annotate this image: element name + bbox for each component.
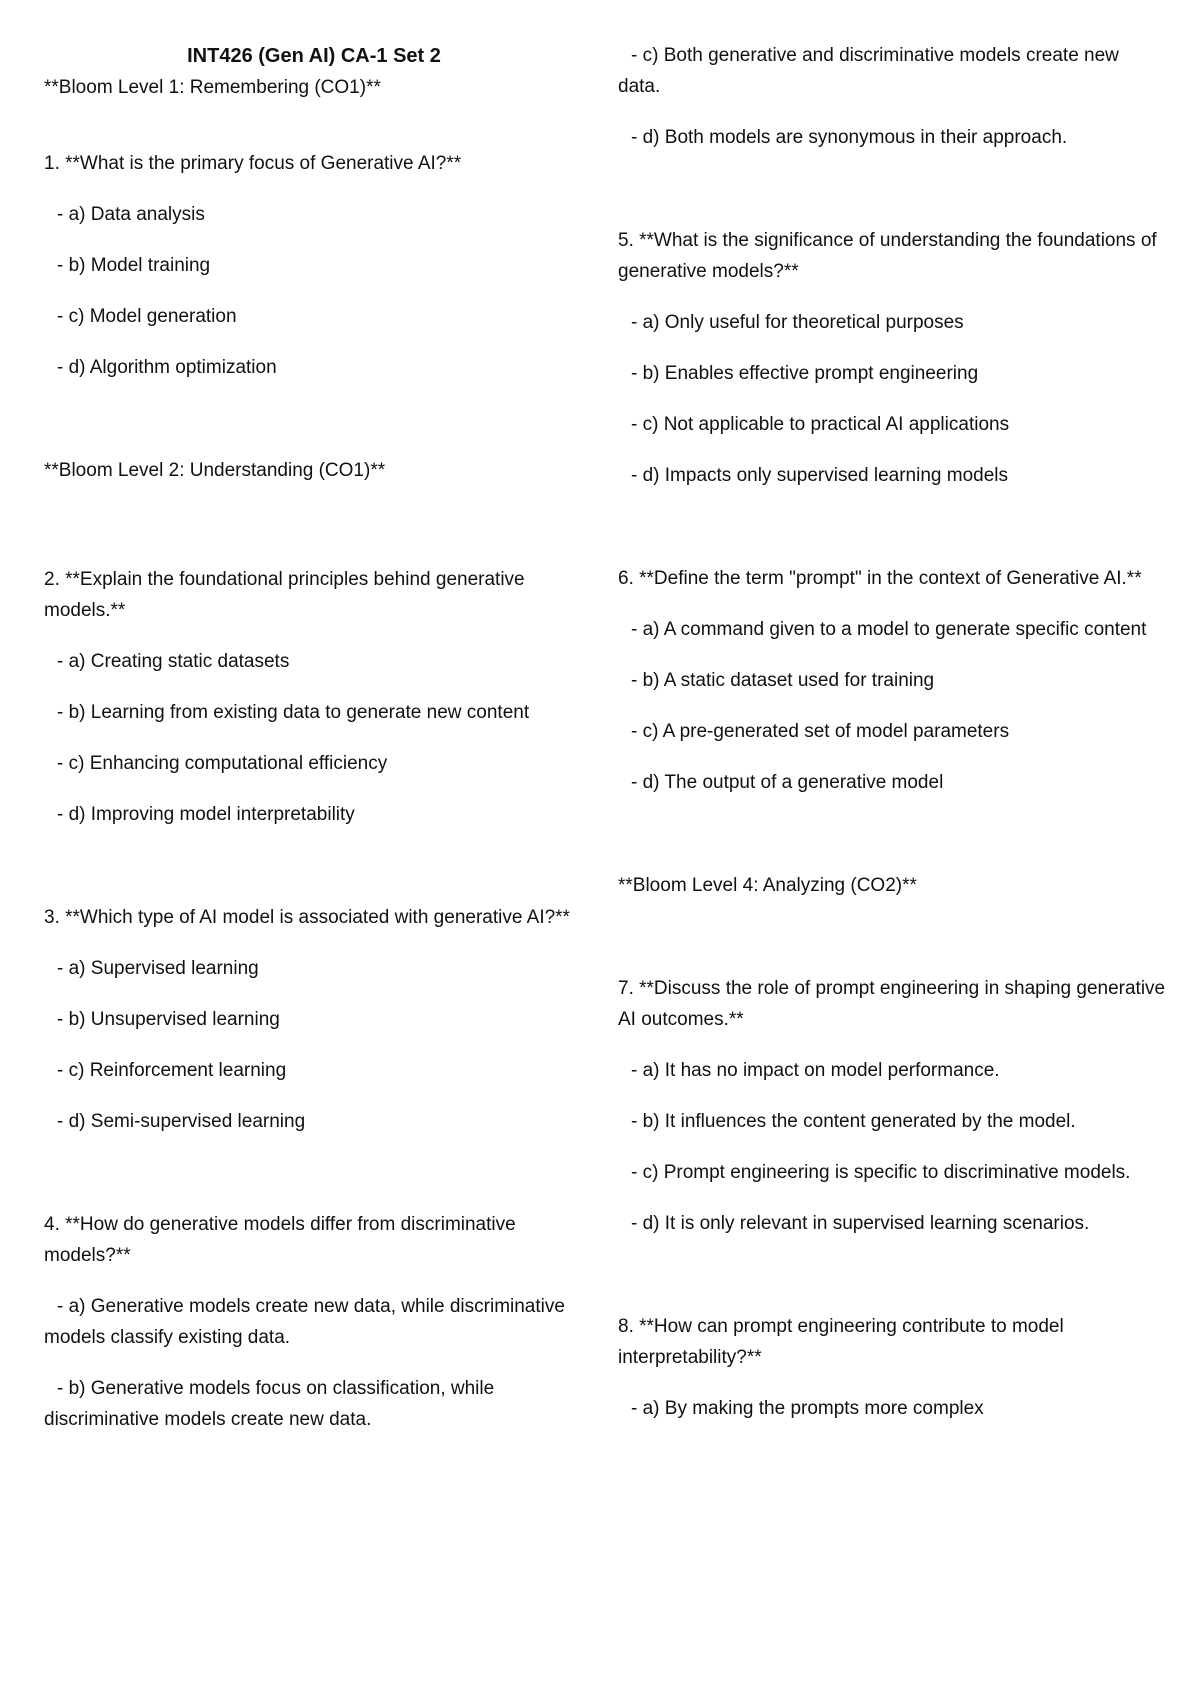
question-5: 5. **What is the significance of understanding the foundations of generative models?**	[618, 230, 1157, 282]
question-8: 8. **How can prompt engineering contribute to model interpretability?**	[618, 1316, 1064, 1368]
q3-option-a: - a) Supervised learning	[57, 958, 259, 979]
q4-option-c: - c) Both generative and discriminative models create new data.	[618, 45, 1119, 97]
question-4: 4. **How do generative models differ from discriminative models?**	[44, 1214, 516, 1266]
q1-option-c: - c) Model generation	[57, 306, 237, 327]
q2-option-c: - c) Enhancing computational efficiency	[57, 753, 388, 774]
q4-option-b: - b) Generative models focus on classification, while discriminative models create new data.	[44, 1378, 495, 1430]
q5-option-b: - b) Enables effective prompt engineering	[631, 363, 979, 384]
q2-option-d: - d) Improving model interpretability	[57, 804, 355, 825]
q1-option-b: - b) Model training	[57, 255, 211, 276]
q7-option-b: - b) It influences the content generated by the model.	[631, 1111, 1076, 1132]
q4-option-d: - d) Both models are synonymous in their approach.	[631, 127, 1068, 148]
question-3: 3. **Which type of AI model is associated with generative AI?**	[44, 907, 570, 928]
q7-option-a: - a) It has no impact on model performance.	[631, 1060, 1000, 1081]
question-2: 2. **Explain the foundational principles behind generative models.**	[44, 569, 525, 621]
q3-option-c: - c) Reinforcement learning	[57, 1060, 287, 1081]
q6-option-b: - b) A static dataset used for training	[631, 670, 935, 691]
q8-option-a: - a) By making the prompts more complex	[631, 1398, 984, 1419]
document-title: INT426 (Gen AI) CA-1 Set 2	[187, 45, 441, 67]
q1-option-d: - d) Algorithm optimization	[57, 357, 277, 378]
q1-option-a: - a) Data analysis	[57, 204, 205, 225]
bloom-level-1-heading: **Bloom Level 1: Remembering (CO1)**	[44, 77, 381, 98]
left-column	[44, 40, 584, 1455]
q7-option-d: - d) It is only relevant in supervised learning scenarios.	[631, 1213, 1090, 1234]
bloom-level-2-heading: **Bloom Level 2: Understanding (CO1)**	[44, 460, 386, 481]
q6-option-d: - d) The output of a generative model	[631, 772, 944, 793]
right-column	[618, 40, 1166, 1444]
q3-option-d: - d) Semi-supervised learning	[57, 1111, 306, 1132]
q5-option-d: - d) Impacts only supervised learning models	[631, 465, 1009, 486]
q6-option-a: - a) A command given to a model to generate specific content	[631, 619, 1147, 640]
q2-option-a: - a) Creating static datasets	[57, 651, 290, 672]
q4-option-a: - a) Generative models create new data, while discriminative models classify existing data.	[44, 1296, 565, 1348]
bloom-level-4-heading: **Bloom Level 4: Analyzing (CO2)**	[618, 875, 917, 896]
q3-option-b: - b) Unsupervised learning	[57, 1009, 280, 1030]
q5-option-a: - a) Only useful for theoretical purposes	[631, 312, 964, 333]
question-7: 7. **Discuss the role of prompt engineering in shaping generative AI outcomes.**	[618, 978, 1166, 1030]
q6-option-c: - c) A pre-generated set of model parameters	[631, 721, 1010, 742]
q7-option-c: - c) Prompt engineering is specific to discriminative models.	[631, 1162, 1131, 1183]
q5-option-c: - c) Not applicable to practical AI applications	[631, 414, 1010, 435]
question-6: 6. **Define the term "prompt" in the context of Generative AI.**	[618, 568, 1142, 589]
q2-option-b: - b) Learning from existing data to generate new content	[57, 702, 530, 723]
question-1: 1. **What is the primary focus of Generative AI?**	[44, 153, 462, 174]
